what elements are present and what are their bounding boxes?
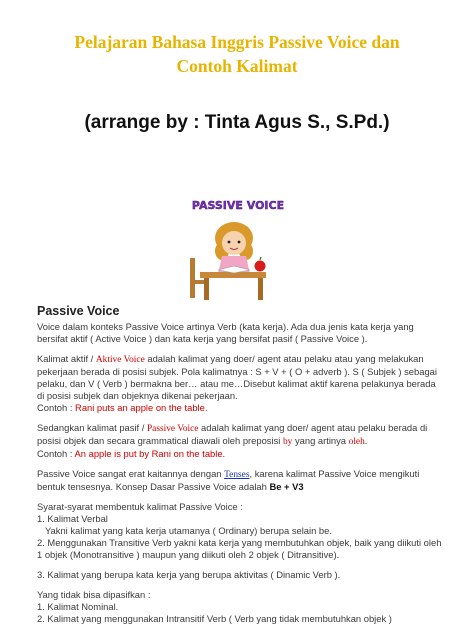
document-title — [20, 30, 454, 78]
requirement-item: 3. Kalimat yang berupa kata kerja yang berupa aktivitas ( Dinamic Verb ). — [37, 569, 341, 580]
requirements-list — [37, 501, 442, 561]
requirements-title: Syarat-syarat membentuk kalimat Passive Voice : — [37, 501, 243, 512]
not-passive-list — [37, 589, 442, 625]
by-term: by — [282, 437, 293, 447]
passive-example: An apple is put by Rani on the table. — [74, 448, 226, 459]
formula: Be + V3 — [269, 481, 304, 492]
passive-voice-paragraph: Sedangkan kalimat pasif / Passive Voice adalah kalimat yang doer/ agent atau pelaku berada di posisi objek dan secara grammatical diawali oleh preposisi by yang artinya oleh. Contoh : An apple is put by Rani on the table. — [37, 422, 428, 459]
title-line-2: Contoh Kalimat — [176, 56, 298, 76]
oleh-term: oleh — [348, 437, 365, 447]
not-passive-title: Yang tidak bisa dipasifkan : — [37, 589, 151, 600]
active-voice-paragraph: Kalimat aktif / Aktive Voice adalah kalimat yang doer/ agent atau pelaku atau yang melakukan pekerjaan berada di posisi subjek. Pola kalimatnya : S + V + ( O + adverb ). S ( Subjek ) sebagai pelaku, dan V ( Verb ) bermakna ber… atau me…Disebut kalimat aktif karena pelakunya berada di posisi subjek dan objeknya dikenai pekerjaan. Contoh : Rani puts an apple on the table. — [37, 353, 437, 413]
not-passive-item: 2. Kalimat yang menggunakan Intransitif Verb ( Verb yang tidak membutuhkan objek ) — [37, 613, 392, 624]
logo-text: PASSIVE VOICE — [191, 199, 285, 212]
passive-voice-term: Passive Voice — [146, 424, 199, 434]
intro-paragraph: Voice dalam konteks Passive Voice artinya Verb (kata kerja). Ada dua jenis kata kerja yang bersifat aktif ( Active Voice ) dan kata kerja yang bersifat pasif ( Passive Voice ). — [37, 321, 414, 344]
title-line-1: Pelajaran Bahasa Inggris Passive Voice dan — [74, 32, 400, 52]
active-voice-term: Aktive Voice — [95, 355, 145, 365]
tenses-link[interactable]: Tenses — [224, 470, 250, 480]
requirement-item: 2. Menggunakan Transitive Verb yakni kata kerja yang membutuhkan objek, baik yang diikuti oleh 1 objek (Monotransitive ) maupun yang diikuti oleh 2 objek ( Ditransitive). — [37, 537, 442, 560]
requirement-note: Yakni kalimat yang kata kerja utamanya ( Ordinary) berupa selain be. — [45, 525, 332, 536]
tenses-paragraph: Passive Voice sangat erat kaitannya dengan Tenses, karena kalimat Passive Voice mengikuti bentuk tensesnya. Konsep Dasar Passive Voice adalah Be + V3 — [37, 468, 420, 492]
girl-at-desk-icon — [178, 196, 298, 306]
author-byline: (arrange by : Tinta Agus S., S.Pd.) — [84, 112, 390, 133]
article-body — [37, 304, 442, 633]
requirement-item: 1. Kalimat Verbal — [37, 513, 108, 524]
passive-voice-illustration — [178, 196, 298, 306]
section-heading: Passive Voice — [37, 304, 120, 318]
active-example: Rani puts an apple on the table. — [75, 402, 208, 413]
not-passive-item: 1. Kalimat Nominal. — [37, 601, 119, 612]
